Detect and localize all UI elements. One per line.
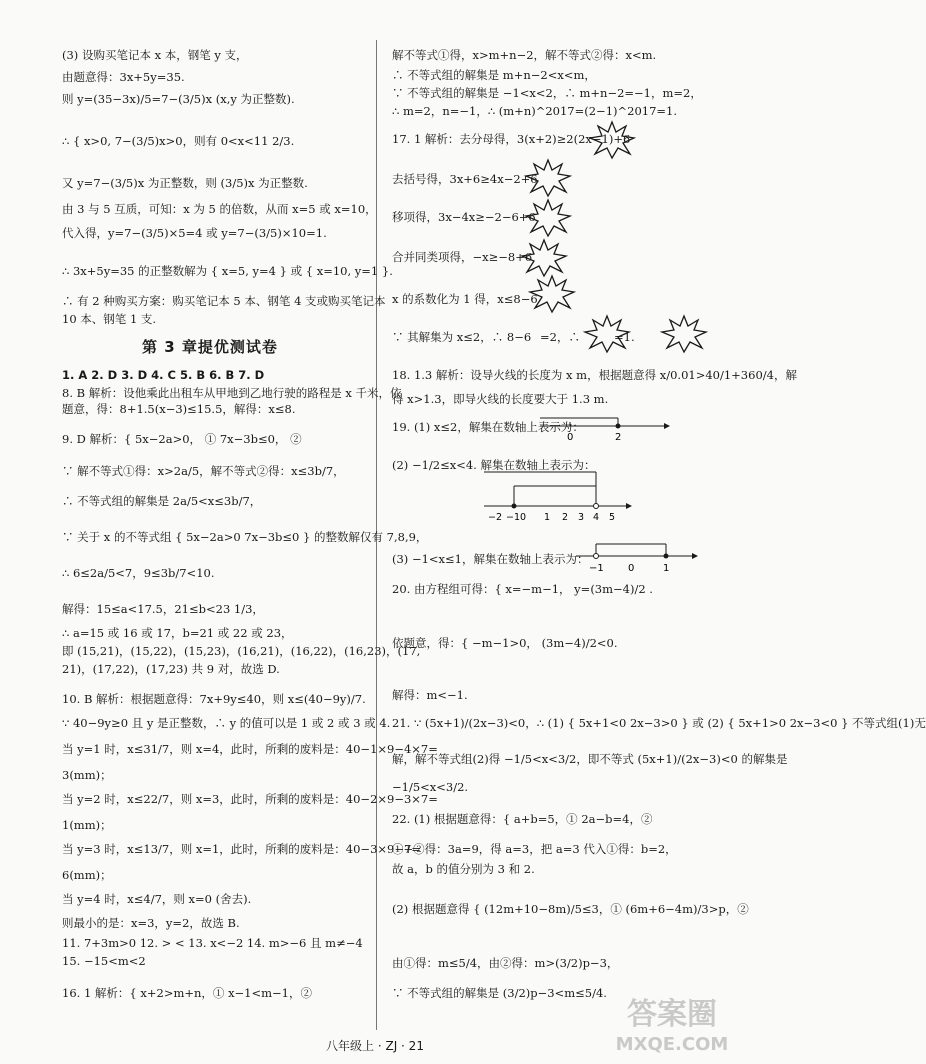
text-line: 解得：15≤a<17.5，21≤b<23 1/3，	[62, 602, 264, 616]
section-heading: 第 3 章提优测试卷	[142, 338, 278, 356]
text-line: ∴ 3x+5y=35 的正整数解为 { x=5, y=4 } 或 { x=10, y=1 }.	[62, 264, 393, 278]
text-line: 得 x>1.3，即导火线的长度要大于 1.3 m.	[392, 392, 609, 406]
text-line: 解，解不等式组(2)得 −1/5<x<3/2，即不等式 (5x+1)/(2x−3)<0 的解集是	[392, 752, 788, 766]
star-blot-icon	[662, 316, 706, 352]
text-line: 合并同类项得，−x≥−8+6	[392, 250, 533, 264]
text-line: ∴ 不等式组的解集是 m+n−2<x<m，	[392, 68, 596, 82]
tick-label: −1	[506, 512, 521, 523]
text-line: 由题意得：3x+5y=35.	[62, 70, 185, 84]
text-line: 9. D 解析：{ 5x−2a>0， ① 7x−3b≤0， ②	[62, 432, 302, 446]
text-line: x 的系数化为 1 得，x≤8−6	[392, 292, 538, 306]
page-footer: 八年级上 · ZJ · 21	[326, 1039, 424, 1053]
closed-dot	[664, 554, 669, 559]
star-blot-icon	[526, 160, 570, 196]
tick-label: 2	[562, 512, 569, 523]
text-line: =1.	[614, 330, 635, 344]
text-line: 依题意，得：{ −m−1>0， (3m−4)/2<0.	[392, 636, 618, 650]
tick-label: −1	[589, 563, 604, 574]
text-line: 16. 1 解析：{ x+2>m+n，① x−1<m−1，②	[62, 986, 312, 1000]
text-line: 17. 1 解析：去分母得，3(x+2)≥2(2x−1)+6	[392, 132, 631, 146]
number-line-2	[484, 466, 634, 526]
tick-label: 0	[520, 512, 527, 523]
answer-line: 11. 7+3m>0 12. > < 13. x<−2 14. m>−6 且 m≠−4	[62, 936, 363, 950]
text-line: ∴ 不等式组的解集是 2a/5<x≤3b/7，	[62, 494, 262, 508]
text-line: 19. (1) x≤2，解集在数轴上表示为：	[392, 420, 584, 434]
text-line: 当 y=4 时，x≤4/7，则 x=0 (舍去).	[62, 892, 252, 906]
answer-line: 1. A 2. D 3. D 4. C 5. B 6. B 7. D	[62, 368, 265, 382]
tick-label: 4	[593, 512, 600, 523]
text-line: 由①得：m≤5/4，由②得：m>(3/2)p−3，	[392, 956, 619, 970]
text-line: 8. B 解析：设他乘此出租车从甲地到乙地行驶的路程是 x 千米，依	[62, 386, 402, 400]
text-line: 故 a，b 的值分别为 3 和 2.	[392, 862, 535, 876]
text-line: ∵ 关于 x 的不等式组 { 5x−2a>0 7x−3b≤0 } 的整数解仅有 7,8,9，	[62, 530, 428, 544]
text-line: ∴ 有 2 种购买方案：购买笔记本 5 本、钢笔 4 支或购买笔记本	[62, 294, 386, 308]
text-line: 题意，得：8+1.5(x−3)≤15.5，解得：x≤8.	[62, 402, 296, 416]
closed-dot	[512, 504, 517, 509]
text-line: 20. 由方程组可得：{ x=−m−1， y=(3m−4)/2 .	[392, 582, 653, 596]
text-line: 当 y=2 时，x≤22/7，则 x=3，此时，所剩的废料是：40−2×9−3×7=	[62, 792, 438, 806]
text-line: 移项得，3x−4x≥−2−6+6	[392, 210, 536, 224]
open-dot	[594, 554, 599, 559]
text-line: 18. 1.3 解析：设导火线的长度为 x m，根据题意得 x/0.01>40/1+360/4，解	[392, 368, 797, 382]
text-line: =2，∴	[540, 330, 580, 344]
text-line: 则 y=(35−3x)/5=7−(3/5)x (x,y 为正整数).	[62, 92, 295, 106]
text-line: 3(mm)；	[62, 768, 112, 782]
text-line: ∴ 6≤2a/5<7，9≤3b/7<10.	[62, 566, 215, 580]
text-line: ∵ 其解集为 x≤2，∴ 8−6	[392, 330, 532, 344]
answer-line: 15. −15<m<2	[62, 954, 146, 968]
text-line: 当 y=3 时，x≤13/7，则 x=1，此时，所剩的废料是：40−3×9−7=	[62, 842, 421, 856]
watermark-url: MXQE.COM	[615, 1034, 729, 1055]
tick-label: −2	[488, 512, 503, 523]
text-line: 解得：m<−1.	[392, 688, 468, 702]
star-blot-icon	[530, 276, 574, 312]
watermark-logo	[602, 988, 742, 1058]
text-line: ∴ a=15 或 16 或 17，b=21 或 22 或 23，	[62, 626, 293, 640]
text-line: 21. ∵ (5x+1)/(2x−3)<0，∴ (1) { 5x+1<0 2x−3>0 } 或 (2) { 5x+1>0 2x−3<0 } 不等式组(1)无	[392, 716, 926, 730]
text-line: 当 y=1 时，x≤31/7，则 x=4，此时，所剩的废料是：40−1×9−4×7=	[62, 742, 438, 756]
tick-label: 0	[567, 432, 574, 443]
text-line: 1(mm)；	[62, 818, 112, 832]
text-line: ∴ { x>0, 7−(3/5)x>0，则有 0<x<11 2/3.	[62, 134, 295, 148]
star-blot-icon	[590, 122, 634, 158]
text-line: (2) 根据题意得 { (12m+10−8m)/5≤3，① (6m+6−4m)/3>p，②	[392, 902, 749, 916]
tick-label: 0	[628, 563, 635, 574]
text-line: 即 (15,21)，(15,22)，(15,23)，(16,21)，(16,22)，(16,23)，(17,	[62, 644, 421, 658]
text-line: 则最小的是：x=3，y=2，故选 B.	[62, 916, 240, 930]
tick-label: 5	[609, 512, 616, 523]
text-line: 解不等式①得，x>m+n−2，解不等式②得：x<m.	[392, 48, 657, 62]
star-blot-icon	[585, 316, 629, 352]
tick-label: 1	[663, 563, 670, 574]
text-line: 10 本、钢笔 1 支.	[62, 312, 157, 326]
tick-label: 1	[544, 512, 551, 523]
text-line: 10. B 解析：根据题意得：7x+9y≤40，则 x≤(40−9y)/7.	[62, 692, 366, 706]
text-line: 代入得，y=7−(3/5)×5=4 或 y=7−(3/5)×10=1.	[62, 226, 327, 240]
star-blot-icon	[526, 200, 570, 236]
closed-dot	[616, 424, 621, 429]
text-line: 由 3 与 5 互质，可知：x 为 5 的倍数，从而 x=5 或 x=10，	[62, 202, 377, 216]
text-line: ∵ 不等式组的解集是 (3/2)p−3<m≤5/4.	[392, 986, 607, 1000]
text-line: 21)，(17,22)，(17,23) 共 9 对，故选 D.	[62, 662, 280, 676]
text-line: (3) −1<x≤1，解集在数轴上表示为：	[392, 552, 589, 566]
text-line: 又 y=7−(3/5)x 为正整数，则 (3/5)x 为正整数.	[62, 176, 308, 190]
axis-arrow	[692, 553, 698, 559]
tick-label: 2	[615, 432, 622, 443]
number-line-1	[540, 414, 670, 444]
text-line: ①+②得：3a=9，得 a=3，把 a=3 代入①得：b=2，	[392, 842, 677, 856]
text-line: ∵ 解不等式①得：x>2a/5，解不等式②得：x≤3b/7，	[62, 464, 345, 478]
text-line: ∵ 不等式组的解集是 −1<x<2，∴ m+n−2=−1，m=2，	[392, 86, 702, 100]
watermark-title: 答案圈	[627, 997, 717, 1032]
text-line: (2) −1/2≤x<4. 解集在数轴上表示为：	[392, 458, 596, 472]
text-line: 去括号得，3x+6≥4x−2+6	[392, 172, 538, 186]
text-line: ∴ m=2，n=−1，∴ (m+n)^2017=(2−1)^2017=1.	[392, 104, 678, 118]
tick-label: 3	[578, 512, 585, 523]
open-dot	[594, 504, 599, 509]
text-line: 6(mm)；	[62, 868, 112, 882]
star-blot-icon	[522, 240, 566, 276]
text-line: (3) 设购买笔记本 x 本，钢笔 y 支，	[62, 48, 248, 62]
axis-arrow	[664, 423, 670, 429]
number-line-3	[576, 540, 700, 574]
text-line: −1/5<x<3/2.	[392, 780, 469, 794]
axis-arrow	[626, 503, 632, 509]
text-line: 22. (1) 根据题意得：{ a+b=5，① 2a−b=4，②	[392, 812, 653, 826]
text-line: ∵ 40−9y≥0 且 y 是正整数，∴ y 的值可以是 1 或 2 或 3 或 4.	[62, 716, 391, 730]
